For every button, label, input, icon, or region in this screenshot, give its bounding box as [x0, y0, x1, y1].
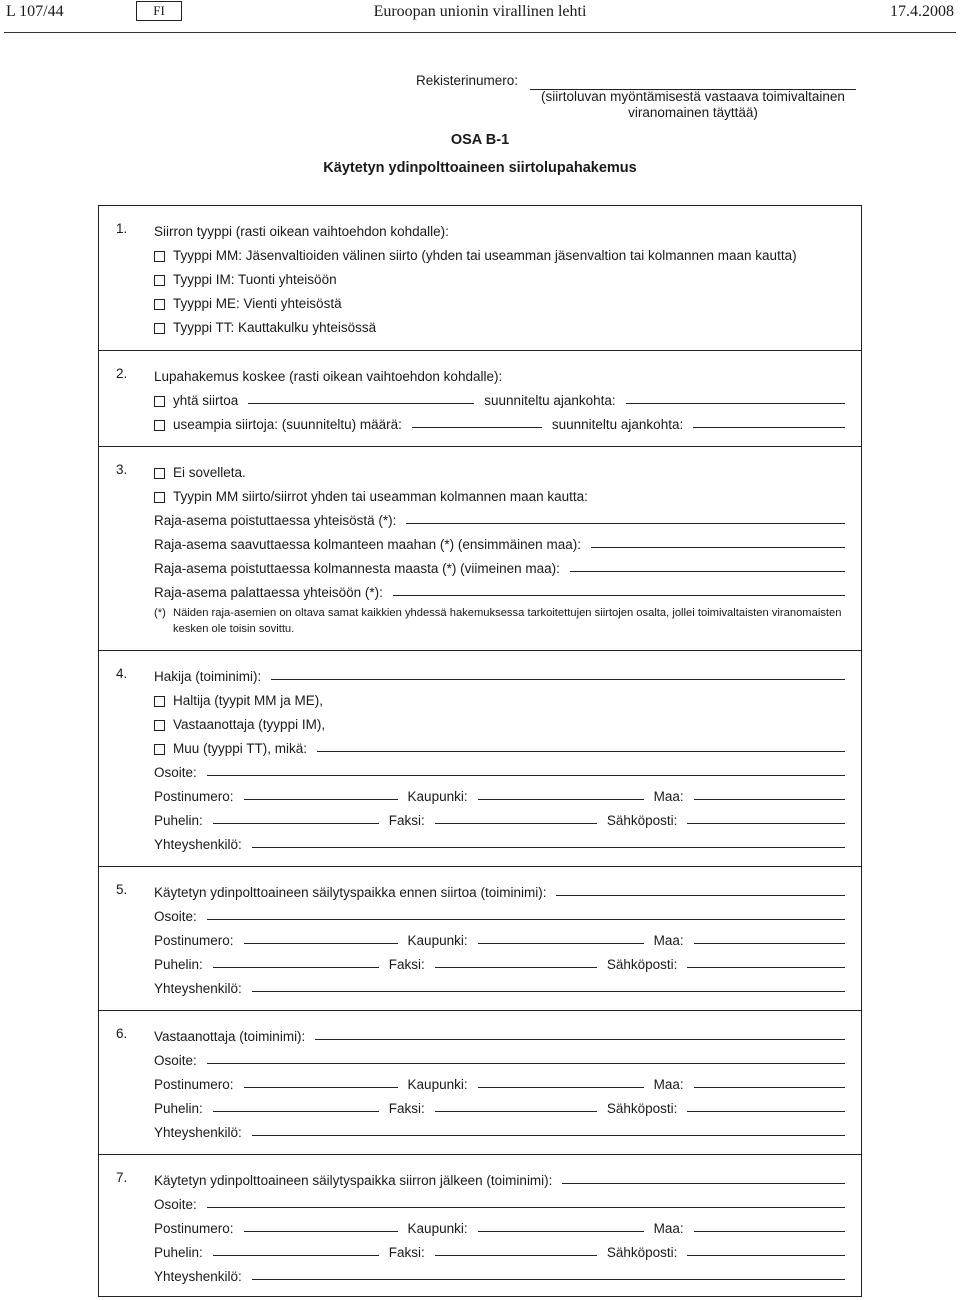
field-label: Puhelin:: [154, 1245, 203, 1260]
field-label: Maa:: [653, 1077, 684, 1092]
country-field[interactable]: [694, 1087, 845, 1088]
field-label: Yhteyshenkilö:: [154, 837, 242, 852]
section-application-scope: [99, 350, 861, 446]
fax-field[interactable]: [435, 823, 597, 824]
field-label: Faksi:: [388, 957, 425, 972]
field-label: Faksi:: [388, 813, 425, 828]
phone-field[interactable]: [213, 823, 379, 824]
checkbox-single-transfer[interactable]: [154, 396, 165, 407]
field-label: Puhelin:: [154, 1101, 203, 1116]
planned-date-field-2[interactable]: [693, 427, 845, 428]
option-label: yhtä siirtoa: [173, 393, 239, 408]
checkbox-type-mm[interactable]: [154, 251, 165, 262]
field-label: Raja-asema poistuttaessa kolmannesta maasta (*) (viimeinen maa):: [154, 561, 560, 576]
city-field[interactable]: [478, 943, 644, 944]
field-label: Osoite:: [154, 1197, 197, 1212]
form-title: Käytetyn ydinpolttoaineen siirtolupahakemus: [323, 160, 637, 176]
country-field[interactable]: [694, 1231, 845, 1232]
fax-field[interactable]: [435, 1255, 597, 1256]
field-label: Faksi:: [388, 1101, 425, 1116]
storage-after-name-field[interactable]: [562, 1183, 845, 1184]
option-label: Ei sovelleta.: [173, 465, 246, 480]
option-label: Tyypin MM siirto/siirrot yhden tai useamman kolmannen maan kautta:: [173, 489, 588, 504]
publication-date: 17.4.2008: [890, 3, 954, 20]
field-label: Osoite:: [154, 765, 197, 780]
field-label: suunniteltu ajankohta:: [551, 417, 684, 432]
contact-field[interactable]: [252, 1135, 845, 1136]
language-badge: FI: [136, 1, 182, 21]
address-field[interactable]: [207, 1063, 845, 1064]
country-field[interactable]: [694, 799, 845, 800]
header-rule: [4, 32, 956, 33]
field-label: Yhteyshenkilö:: [154, 1269, 242, 1284]
transfer-count-field[interactable]: [412, 427, 542, 428]
applicant-name-field[interactable]: [271, 679, 845, 680]
page-reference: L 107/44: [6, 3, 64, 20]
field-label: Sähköposti:: [606, 813, 678, 828]
registration-note: (siirtoluvan myöntämisestä vastaava toimivaltainen viranomainen täyttää): [541, 89, 845, 120]
city-field[interactable]: [478, 1231, 644, 1232]
section-number: 1.: [116, 221, 128, 236]
section-number: 4.: [116, 666, 128, 681]
checkbox-mm-via-third-country[interactable]: [154, 492, 165, 503]
city-field[interactable]: [478, 799, 644, 800]
section-title: Käytetyn ydinpolttoaineen säilytyspaikka siirron jälkeen (toiminimi):: [154, 1173, 553, 1188]
footnote-mark: (*): [154, 607, 166, 619]
reentry-community-field[interactable]: [393, 595, 845, 596]
email-field[interactable]: [687, 1111, 845, 1112]
option-label: Tyyppi MM: Jäsenvaltioiden välinen siirto (yhden tai useamman jäsenvaltion tai kolmannen maan kautta): [173, 248, 797, 263]
checkbox-type-tt[interactable]: [154, 323, 165, 334]
section-title: Hakija (toiminimi):: [154, 669, 262, 684]
field-label: Maa:: [653, 1221, 684, 1236]
field-label: Kaupunki:: [407, 933, 468, 948]
option-label: Muu (tyyppi TT), mikä:: [173, 741, 308, 756]
contact-field[interactable]: [252, 1279, 845, 1280]
section-border-points: [99, 446, 861, 650]
other-specify-field[interactable]: [317, 751, 845, 752]
field-label: Postinumero:: [154, 933, 234, 948]
section-title: Vastaanottaja (toiminimi):: [154, 1029, 306, 1044]
field-label: Maa:: [653, 933, 684, 948]
exit-third-country-field[interactable]: [570, 571, 845, 572]
fax-field[interactable]: [435, 1111, 597, 1112]
field-label: suunniteltu ajankohta:: [484, 393, 616, 408]
journal-title: Euroopan unionin virallinen lehti: [373, 3, 587, 20]
country-field[interactable]: [694, 943, 845, 944]
section-number: 3.: [116, 462, 128, 477]
consignee-name-field[interactable]: [315, 1039, 845, 1040]
phone-field[interactable]: [213, 1111, 379, 1112]
checkbox-type-im[interactable]: [154, 275, 165, 286]
storage-before-name-field[interactable]: [556, 895, 845, 896]
field-label: Raja-asema palattaessa yhteisöön (*):: [154, 585, 383, 600]
postcode-field[interactable]: [244, 1087, 398, 1088]
field-label: Osoite:: [154, 909, 197, 924]
field-label: Puhelin:: [154, 957, 203, 972]
page-header: [0, 0, 960, 34]
field-label: Yhteyshenkilö:: [154, 1125, 242, 1140]
city-field[interactable]: [478, 1087, 644, 1088]
option-label: Tyyppi TT: Kauttakulku yhteisössä: [173, 320, 377, 335]
section-storage-before: [99, 866, 861, 1010]
email-field[interactable]: [687, 823, 845, 824]
contact-field[interactable]: [252, 991, 845, 992]
email-field[interactable]: [687, 1255, 845, 1256]
field-label: Faksi:: [388, 1245, 425, 1260]
section-title: Lupahakemus koskee (rasti oikean vaihtoehdon kohdalle):: [154, 369, 503, 384]
application-form: [98, 205, 862, 1297]
field-label: Sähköposti:: [606, 1101, 678, 1116]
address-field[interactable]: [207, 1207, 845, 1208]
checkbox-multiple-transfers[interactable]: [154, 420, 165, 431]
planned-date-field[interactable]: [626, 403, 845, 404]
footnote: [154, 605, 845, 637]
section-title: Käytetyn ydinpolttoaineen säilytyspaikka ennen siirtoa (toiminimi):: [154, 885, 547, 900]
address-field[interactable]: [207, 919, 845, 920]
section-number: 2.: [116, 366, 128, 381]
field-label: Postinumero:: [154, 1077, 234, 1092]
email-field[interactable]: [687, 967, 845, 968]
field-label: Kaupunki:: [407, 1221, 468, 1236]
section-number: 7.: [116, 1170, 128, 1185]
option-label: useampia siirtoja: (suunniteltu) määrä:: [173, 417, 402, 432]
field-label: Kaupunki:: [407, 1077, 468, 1092]
option-label: Haltija (tyypit MM ja ME),: [173, 693, 324, 708]
section-number: 5.: [116, 882, 128, 897]
checkbox-type-me[interactable]: [154, 299, 165, 310]
option-label: Tyyppi ME: Vienti yhteisöstä: [173, 296, 342, 311]
field-label: Postinumero:: [154, 789, 234, 804]
field-label: Postinumero:: [154, 1221, 234, 1236]
section-storage-after: [99, 1154, 861, 1296]
checkbox-consignee[interactable]: [154, 720, 165, 731]
checkbox-not-applicable[interactable]: [154, 468, 165, 479]
address-field[interactable]: [207, 775, 845, 776]
section-applicant: [99, 650, 861, 866]
field-label: Yhteyshenkilö:: [154, 981, 242, 996]
postcode-field[interactable]: [244, 943, 398, 944]
field-label: Sähköposti:: [606, 1245, 678, 1260]
section-title: Siirron tyyppi (rasti oikean vaihtoehdon kohdalle):: [154, 224, 449, 239]
registration-label: Rekisterinumero:: [416, 73, 519, 88]
part-title: OSA B-1: [450, 132, 510, 148]
field-label: Raja-asema poistuttaessa yhteisöstä (*):: [154, 513, 397, 528]
entry-third-country-field[interactable]: [591, 547, 845, 548]
field-label: Sähköposti:: [606, 957, 678, 972]
section-number: 6.: [116, 1026, 128, 1041]
phone-field[interactable]: [213, 967, 379, 968]
phone-field[interactable]: [213, 1255, 379, 1256]
single-transfer-field[interactable]: [248, 403, 474, 404]
postcode-field[interactable]: [244, 799, 398, 800]
option-label: Tyyppi IM: Tuonti yhteisöön: [173, 272, 337, 287]
field-label: Osoite:: [154, 1053, 197, 1068]
checkbox-holder[interactable]: [154, 696, 165, 707]
section-consignee: [99, 1010, 861, 1154]
section-transfer-type: [99, 206, 861, 350]
field-label: Kaupunki:: [407, 789, 468, 804]
field-label: Raja-asema saavuttaessa kolmanteen maahan (*) (ensimmäinen maa):: [154, 537, 581, 552]
exit-community-field[interactable]: [406, 523, 845, 524]
postcode-field[interactable]: [244, 1231, 398, 1232]
fax-field[interactable]: [435, 967, 597, 968]
checkbox-other[interactable]: [154, 744, 165, 755]
field-label: Maa:: [653, 789, 684, 804]
footnote-text: Näiden raja-asemien on oltava samat kaikkien yhdessä hakemuksessa tarkoitettujen siirtojen osalta, jollei toimivaltaisten viranomaisten kesken ole toisin sovittu.: [173, 607, 842, 635]
option-label: Vastaanottaja (tyyppi IM),: [173, 717, 326, 732]
field-label: Puhelin:: [154, 813, 203, 828]
contact-field[interactable]: [252, 847, 845, 848]
